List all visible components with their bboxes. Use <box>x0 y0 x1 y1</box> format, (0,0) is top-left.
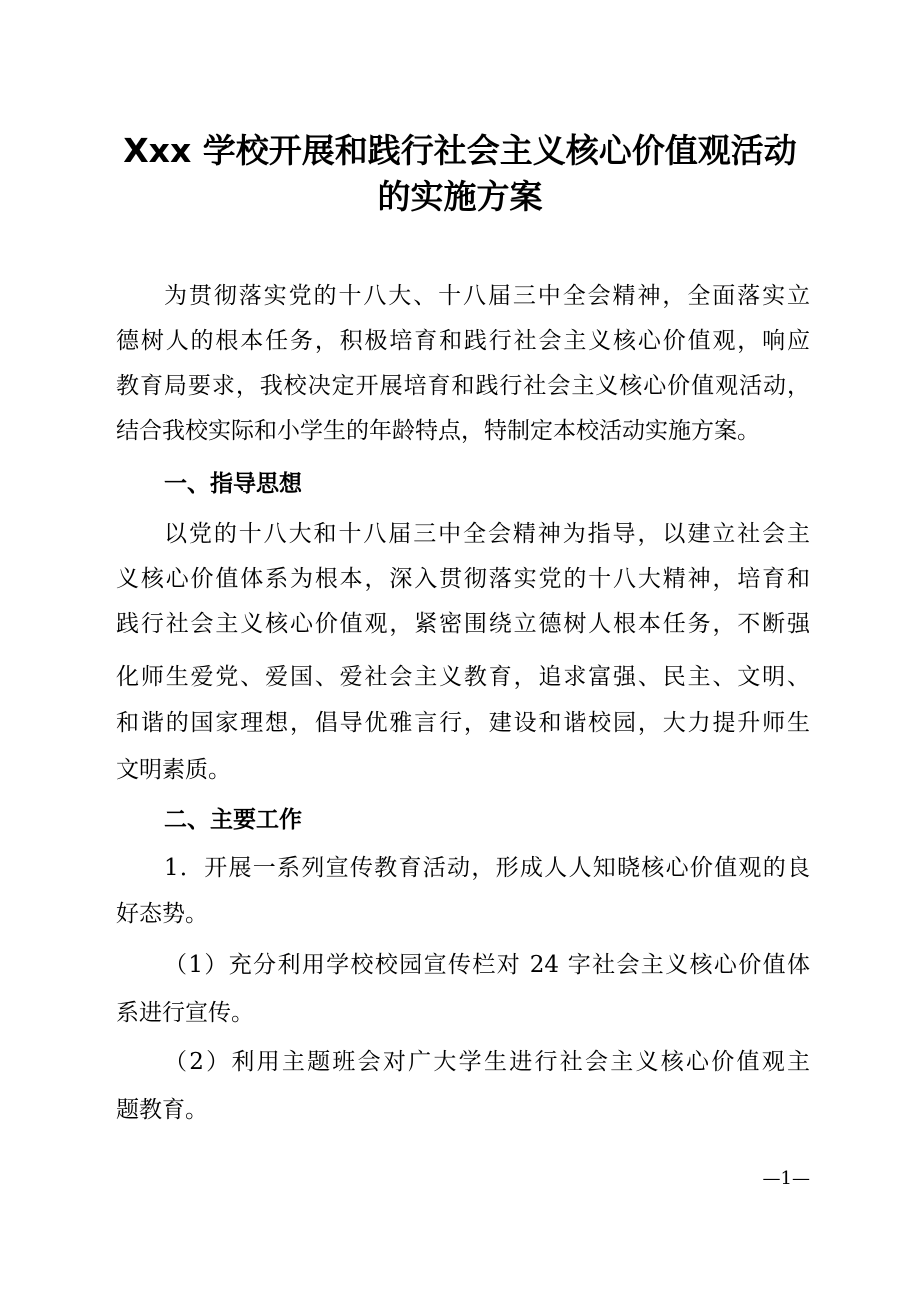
item1-sub2-line-2: 题教育。 <box>116 1097 208 1123</box>
document-title-line-1: Xxx 学校开展和践行社会主义核心价值观活动 <box>123 131 797 170</box>
section1-line-3: 践行社会主义核心价值观，紧密围绕立德树人根本任务，不断强 <box>116 611 810 637</box>
item1-sub2-line-1: （2）利用主题班会对广大学生进行社会主义核心价值观主 <box>164 1049 810 1075</box>
section-heading-main-work: 二、主要工作 <box>164 807 302 833</box>
section1-line-1: 以党的十八大和十八届三中全会精神为指导，以建立社会主 <box>164 521 810 547</box>
intro-line-1: 为贯彻落实党的十八大、十八届三中全会精神，全面落实立 <box>164 283 810 309</box>
section1-line-5: 和谐的国家理想，倡导优雅言行，建设和谐校园，大力提升师生 <box>116 710 810 736</box>
intro-line-2: 德树人的根本任务，积极培育和践行社会主义核心价值观，响应 <box>116 328 810 354</box>
section1-line-6: 文明素质。 <box>116 757 231 783</box>
section1-line-4: 化师生爱党、爱国、爱社会主义教育，追求富强、民主、文明、 <box>116 664 810 690</box>
section1-line-2: 义核心价值体系为根本，深入贯彻落实党的十八大精神，培育和 <box>116 566 810 592</box>
document-title-line-2: 的实施方案 <box>377 177 543 216</box>
item1-line-1: 1．开展一系列宣传教育活动，形成人人知晓核心价值观的良 <box>164 855 810 881</box>
section-heading-guiding-ideology: 一、指导思想 <box>164 471 302 497</box>
page-number: —1— <box>762 1168 810 1189</box>
intro-line-3: 教育局要求，我校决定开展培育和践行社会主义核心价值观活动， <box>116 373 810 399</box>
item1-sub1-line-2: 系进行宣传。 <box>116 1000 254 1026</box>
intro-line-4: 结合我校实际和小学生的年龄特点，特制定本校活动实施方案。 <box>116 418 760 444</box>
item1-sub1-line-1: （1）充分利用学校校园宣传栏对 24 字社会主义核心价值体 <box>164 952 810 978</box>
item1-line-2: 好态势。 <box>116 901 208 927</box>
